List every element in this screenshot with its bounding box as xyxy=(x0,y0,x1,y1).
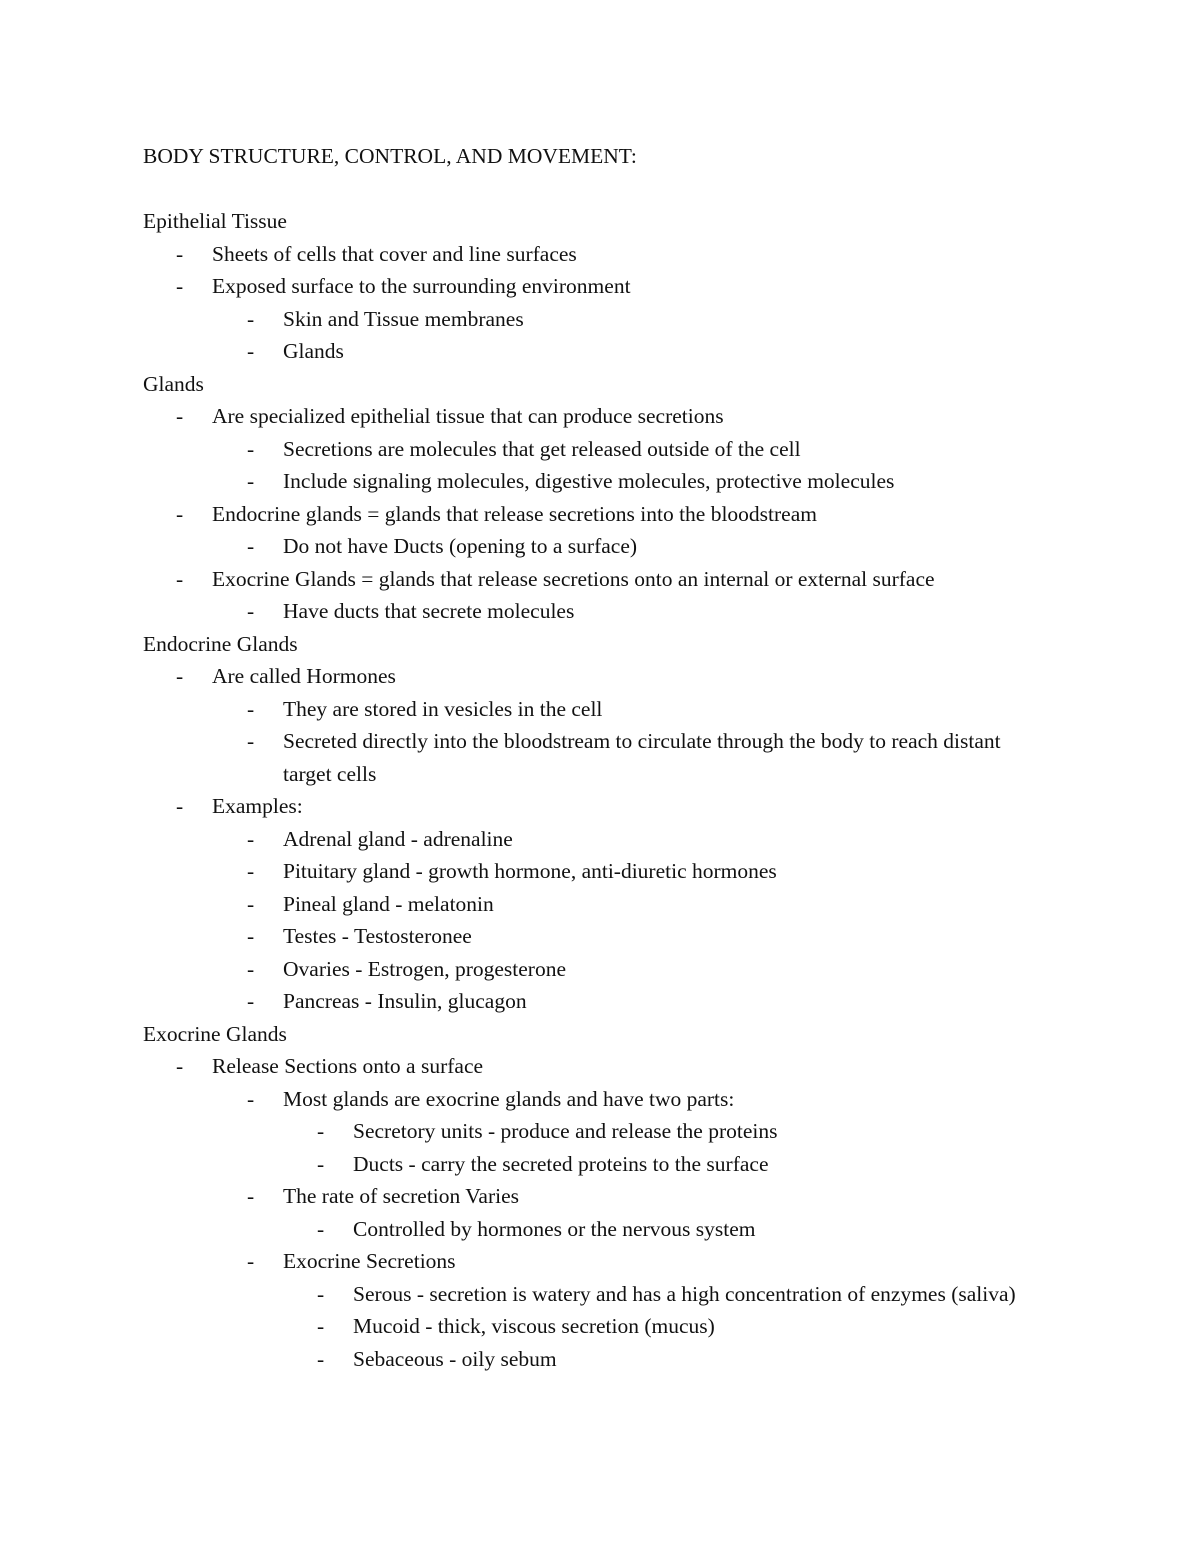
list-item xyxy=(143,1083,1043,1116)
section-epithelial-tissue xyxy=(143,205,1043,368)
bullet-dash: - xyxy=(247,729,255,753)
list-item-text: Pineal gland - melatonin xyxy=(283,891,494,916)
bullet-dash: - xyxy=(247,956,255,981)
list-item-text: Controlled by hormones or the nervous system xyxy=(353,1216,756,1241)
list-item-text: Exocrine Glands = glands that release secretions onto an internal or external surface xyxy=(212,566,935,591)
list-item-text: Exposed surface to the surrounding environment xyxy=(212,274,631,298)
bullet-dash: - xyxy=(247,306,255,331)
list-item xyxy=(143,920,1043,953)
bullet-dash: - xyxy=(176,241,184,266)
list-item-text: Sheets of cells that cover and line surfaces xyxy=(212,241,577,266)
bullet-dash: - xyxy=(176,274,184,298)
bullet-dash: - xyxy=(247,469,255,493)
list-item-text: Secretory units - produce and release the proteins xyxy=(353,1119,778,1143)
list-item xyxy=(143,660,1043,693)
bullet-dash: - xyxy=(247,534,255,558)
list-item-text: Skin and Tissue membranes xyxy=(283,306,524,331)
section-glands xyxy=(143,368,1043,628)
list-item xyxy=(143,725,1043,790)
bullet-dash: - xyxy=(247,1249,255,1273)
list-item-text: Sebaceous - oily sebum xyxy=(353,1346,557,1371)
list-item-text: Release Sections onto a surface xyxy=(212,1054,484,1078)
list-item xyxy=(143,303,1043,336)
bullet-dash: - xyxy=(317,1151,325,1176)
bullet-dash: - xyxy=(247,339,255,363)
bullet-dash: - xyxy=(247,1086,255,1111)
list-item-text: Are specialized epithelial tissue that can produce secretions xyxy=(212,404,724,428)
list-item-text: Secretions are molecules that get released outside of the cell xyxy=(283,436,801,461)
bullet-dash: - xyxy=(247,826,255,851)
list-item xyxy=(143,1180,1043,1213)
bullet-dash: - xyxy=(176,566,184,591)
list-item xyxy=(143,1278,1043,1311)
list-item-text: Mucoid - thick, viscous secretion (mucus) xyxy=(353,1314,715,1338)
list-item xyxy=(143,1148,1043,1181)
section-heading: Endocrine Glands xyxy=(143,631,298,656)
bullet-dash: - xyxy=(317,1281,325,1306)
section-exocrine-glands xyxy=(143,1018,1043,1376)
list-item xyxy=(143,1245,1043,1278)
document-title: BODY STRUCTURE, CONTROL, AND MOVEMENT: xyxy=(143,144,637,168)
list-item xyxy=(143,888,1043,921)
list-item-text: Include signaling molecules, digestive molecules, protective molecules xyxy=(283,469,895,493)
list-item xyxy=(143,693,1043,726)
list-item-text: Pituitary gland - growth hormone, anti-diuretic hormones xyxy=(283,859,777,883)
bullet-dash: - xyxy=(247,1184,255,1208)
bullet-dash: - xyxy=(247,599,255,623)
list-item xyxy=(143,498,1043,531)
list-item-text: Have ducts that secrete molecules xyxy=(283,599,575,623)
list-item-text: Testes - Testosteronee xyxy=(283,924,472,948)
list-item-text: Adrenal gland - adrenaline xyxy=(283,826,513,851)
list-item xyxy=(143,985,1043,1018)
list-item xyxy=(143,465,1043,498)
list-item-text: Are called Hormones xyxy=(212,664,396,688)
list-item xyxy=(143,335,1043,368)
list-item-text: Secreted directly into the bloodstream to circulate through the body to reach distant target cells xyxy=(283,729,1001,786)
bullet-dash: - xyxy=(176,664,184,688)
list-item-text: Serous - secretion is watery and has a high concentration of enzymes (saliva) xyxy=(353,1281,1016,1306)
list-item xyxy=(143,823,1043,856)
list-item-text: Most glands are exocrine glands and have two parts: xyxy=(283,1086,735,1111)
bullet-dash: - xyxy=(317,1346,325,1371)
document-body xyxy=(143,140,1043,1375)
list-item xyxy=(143,1213,1043,1246)
list-item xyxy=(143,855,1043,888)
section-heading: Exocrine Glands xyxy=(143,1021,287,1046)
bullet-dash: - xyxy=(247,891,255,916)
list-item-text: Endocrine glands = glands that release secretions into the bloodstream xyxy=(212,501,817,526)
list-item xyxy=(143,1310,1043,1343)
bullet-dash: - xyxy=(247,696,255,721)
list-item-text: Ducts - carry the secreted proteins to the surface xyxy=(353,1151,769,1176)
bullet-dash: - xyxy=(176,404,184,428)
list-item-text: They are stored in vesicles in the cell xyxy=(283,696,603,721)
bullet-dash: - xyxy=(247,436,255,461)
bullet-dash: - xyxy=(317,1314,325,1338)
list-item xyxy=(143,530,1043,563)
list-item xyxy=(143,1115,1043,1148)
list-item xyxy=(143,400,1043,433)
list-item xyxy=(143,270,1043,303)
list-item-text: The rate of secretion Varies xyxy=(283,1184,519,1208)
list-item-text: Examples: xyxy=(212,794,303,818)
list-item xyxy=(143,433,1043,466)
list-item xyxy=(143,563,1043,596)
bullet-dash: - xyxy=(176,501,184,526)
section-heading: Glands xyxy=(143,371,204,396)
list-item xyxy=(143,953,1043,986)
section-endocrine-glands xyxy=(143,628,1043,1018)
list-item xyxy=(143,238,1043,271)
section-heading: Epithelial Tissue xyxy=(143,209,287,233)
bullet-dash: - xyxy=(247,859,255,883)
list-item-text: Ovaries - Estrogen, progesterone xyxy=(283,956,566,981)
list-item xyxy=(143,595,1043,628)
bullet-dash: - xyxy=(317,1119,325,1143)
bullet-dash: - xyxy=(176,794,184,818)
list-item-text: Pancreas - Insulin, glucagon xyxy=(283,989,527,1013)
list-item xyxy=(143,790,1043,823)
bullet-dash: - xyxy=(317,1216,325,1241)
list-item-text: Exocrine Secretions xyxy=(283,1249,456,1273)
list-item-text: Glands xyxy=(283,339,344,363)
bullet-dash: - xyxy=(176,1054,184,1078)
list-item xyxy=(143,1050,1043,1083)
list-item-text: Do not have Ducts (opening to a surface) xyxy=(283,534,638,558)
bullet-dash: - xyxy=(247,924,255,948)
bullet-dash: - xyxy=(247,989,255,1013)
list-item xyxy=(143,1343,1043,1376)
